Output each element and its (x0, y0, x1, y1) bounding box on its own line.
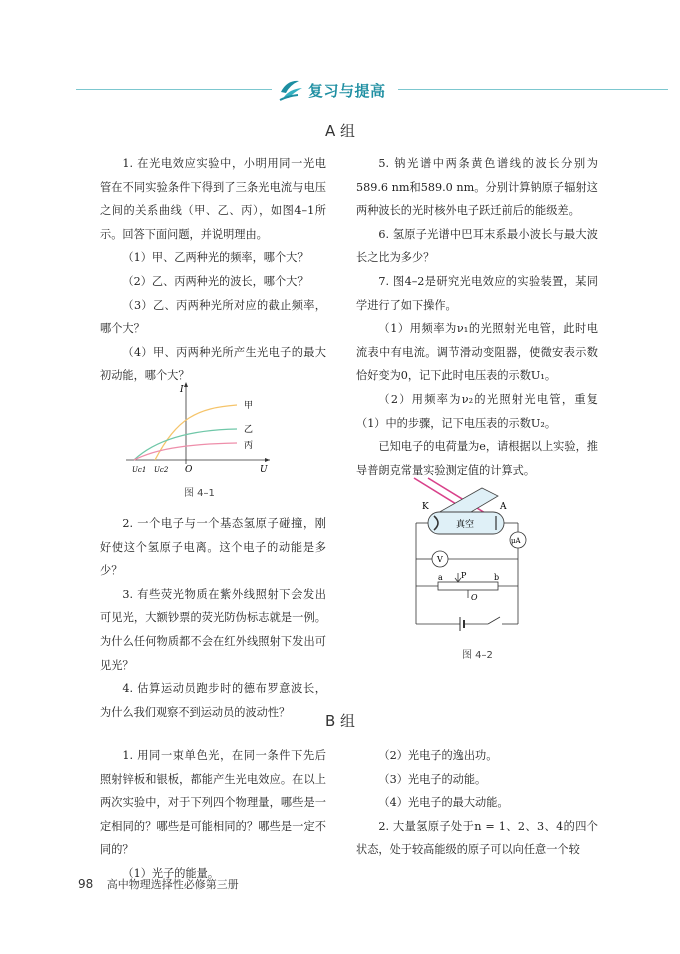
section-header (0, 78, 680, 102)
fig1-x-label: U (260, 465, 268, 474)
header-rule-right (398, 89, 668, 90)
question-6: 6. 氢原子光谱中巴耳末系最小波长与最大波长之比为多少？ (356, 227, 598, 265)
b-question-2: 2. 大量氢原子处于n = 1、2、3、4的四个状态，处于较高能级的原子可以向任意一个较 (356, 819, 598, 857)
question-1: 1. 在光电效应实验中，小明用同一光电管在不同实验条件下得到了三条光电流与电压之间的关系曲线（甲、乙、丙），如图4–1所示。回答下面问题，并说明理由。 (100, 157, 326, 241)
fig1-curve-bing (134, 443, 237, 460)
fig2-a-label: A (500, 502, 507, 512)
fig1-label-bing: 丙 (244, 441, 254, 451)
header-rule-left (76, 89, 272, 90)
fig1-uc1-label: Uc1 (132, 466, 147, 474)
fig1-origin-label: O (185, 465, 193, 474)
question-2: 2. 一个电子与一个基态氢原子碰撞，刚好使这个氢原子电离。这个电子的动能是多少？ (100, 517, 326, 578)
b-question-1-part-3: （3）光电子的动能。 (378, 772, 487, 786)
book-title: 高中物理选择性必修第三册 (106, 878, 239, 891)
section-logo-icon (278, 76, 304, 102)
fig2-switch (488, 617, 500, 624)
group-b-left-column (100, 744, 326, 886)
fig2-vacuum-label: 真空 (456, 520, 475, 530)
question-1-part-2: （2）乙、丙两种光的波长，哪个大？ (122, 274, 309, 288)
group-a-left-column (100, 152, 326, 388)
question-7-part-2: （2）用频率为ν₂的光照射光电管，重复（1）中的步骤，记下电压表的示数U₂。 (356, 392, 598, 430)
fig2-p-point-label: P (461, 571, 467, 580)
question-1-part-1: （1）甲、乙两种光的频率，哪个大？ (122, 251, 309, 265)
fig1-uc2-label: Uc2 (154, 466, 169, 474)
fig2-b-point-label: b (494, 573, 500, 582)
fig2-k-label: K (422, 502, 429, 512)
b-question-1-part-4: （4）光电子的最大动能。 (378, 796, 509, 810)
fig2-microammeter-label: μA (511, 537, 521, 545)
question-7-part-1: （1）用频率为ν₁的光照射光电管，此时电流表中有电流。调节滑动变阻器，使微安表示数恰好变为0，记下此时电压表的示数U₁。 (356, 322, 598, 383)
figure-4-1-caption: 图 4–1 (184, 488, 215, 499)
fig2-a-point-label: a (438, 573, 443, 582)
b-question-1-part-2: （2）光电子的逸出功。 (378, 749, 498, 762)
fig1-label-jia: 甲 (244, 401, 254, 411)
group-a-left-column-2 (100, 512, 326, 724)
figure-4-2 (408, 476, 542, 642)
figure-4-1 (122, 378, 282, 474)
group-a-right-column (356, 152, 598, 482)
question-4: 4. 估算运动员跑步时的德布罗意波长，为什么我们观察不到运动员的波动性？ (100, 682, 326, 719)
page-number: 98 (78, 877, 94, 891)
question-1-part-4: （4）甲、丙两种光所产生光电子的最大初动能，哪个大？ (100, 345, 326, 383)
question-1-part-3: （3）乙、丙两种光所对应的截止频率，哪个大？ (100, 298, 326, 336)
group-b-right-column (356, 744, 598, 862)
fig2-rheostat (438, 582, 498, 590)
question-5: 5. 钠光谱中两条黄色谱线的波长分别为589.6 nm和589.0 nm。分别计算钠原子辐射这两种波长的光时核外电子跃迁前后的能级差。 (356, 157, 598, 218)
group-a-title: A 组 (324, 122, 356, 140)
fig2-voltmeter-label: V (437, 555, 443, 564)
fig1-label-yi: 乙 (244, 425, 254, 435)
fig1-y-label: I (180, 385, 184, 395)
section-title: 复习与提高 (308, 82, 386, 100)
fig1-x-arrow (265, 458, 270, 462)
fig1-curve-yi (134, 429, 237, 460)
question-3: 3. 有些荧光物质在紫外线照射下会发出可见光，大额钞票的荧光防伪标志就是一例。为什么任何物质都不会在红外线照射下发出可见光？ (100, 587, 326, 672)
question-7: 7. 图4–2是研究光电效应的实验装置，某同学进行了如下操作。 (356, 274, 598, 312)
fig1-y-arrow (184, 382, 188, 387)
b-question-1: 1. 用同一束单色光，在同一条件下先后照射锌板和银板，都能产生光电效应。在以上两次实验中，对于下列四个物理量，哪些是一定相同的？哪些是可能相同的？哪些是一定不同的？ (100, 749, 326, 857)
figure-4-2-caption: 图 4–2 (462, 650, 493, 661)
b-question-1-part-1: （1）光子的能量。 (122, 866, 220, 880)
fig2-o-point-label: O (471, 593, 478, 602)
page-footer (78, 876, 239, 892)
question-7-instruction: 已知电子的电荷量为e，请根据以上实验，推导普朗克常量实验测定值的计算式。 (356, 440, 598, 477)
group-b-title: B 组 (324, 712, 356, 730)
